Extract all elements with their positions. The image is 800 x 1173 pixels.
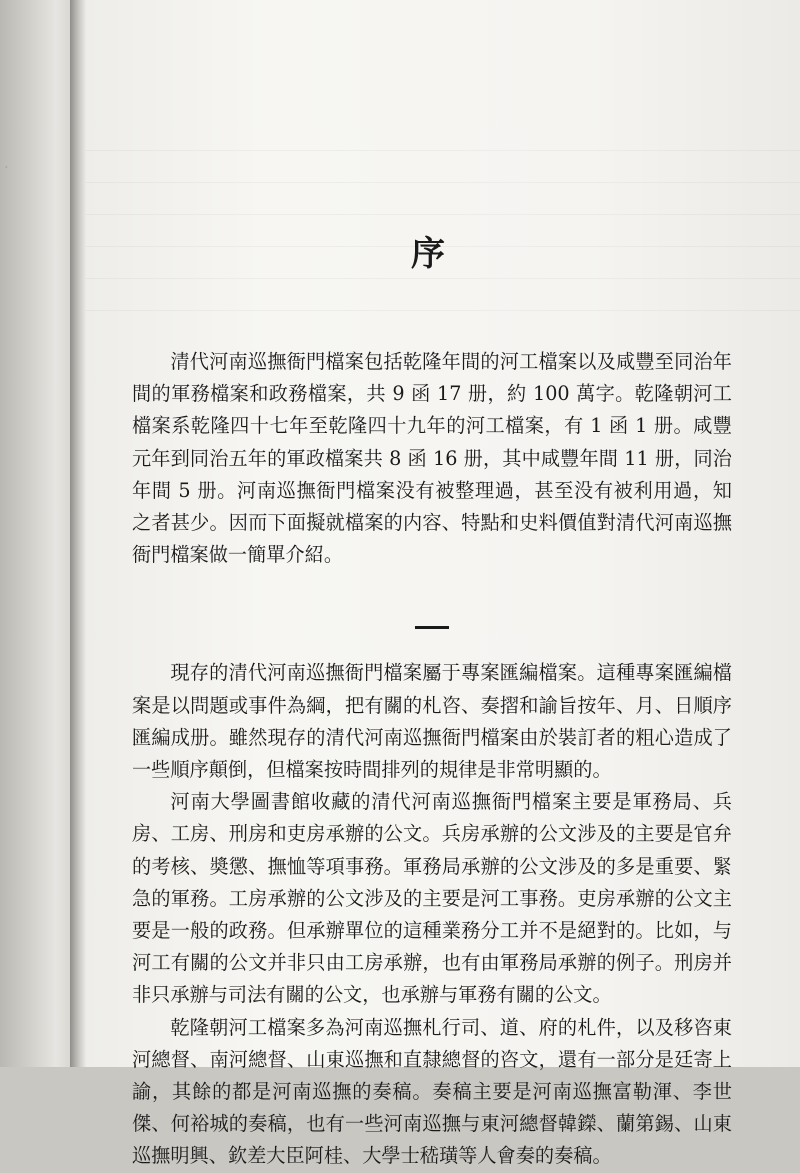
page-title: 序 xyxy=(411,234,445,274)
show-through-line xyxy=(86,310,800,311)
section-marker-glyph xyxy=(415,626,449,629)
book-page xyxy=(86,0,800,1168)
show-through-line xyxy=(86,150,800,151)
page-body xyxy=(132,346,732,1173)
paragraph: 河南大學圖書館收藏的清代河南巡撫衙門檔案主要是軍務局、兵房、工房、刑房和吏房承辦的公文。兵房承辦的公文涉及的主要是官弁的考核、奬懲、撫恤等項事務。軍務局承辦的公文涉及的多是重要、緊急的軍務。工房承辦的公文涉及的主要是河工事務。吏房承辦的公文主要是一般的政務。但承辦單位的這種業務分工并不是絕對的。比如，与河工有關的公文并非只由工房承辦，也有由軍務局承辦的例子。刑房并非只承辦与司法有關的公文，也承辦与軍務有關的公文。 xyxy=(132,790,732,1007)
intro-paragraph: 清代河南巡撫衙門檔案包括乾隆年間的河工檔案以及咸豐至同治年間的軍務檔案和政務檔案，共 9 函 17 册，約 100 萬字。乾隆朝河工檔案系乾隆四十七年至乾隆四十九年的河工檔案，有 1 函 1 册。咸豐元年到同治五年的軍政檔案共 8 函 16 册，其中咸豐年間 11 册，同治年間 5 册。河南巡撫衙門檔案没有被整理過，甚至没有被利用過，知之者甚少。因而下面擬就檔案的内容、特點和史料價值對清代河南巡撫衙門檔案做一簡單介紹。 xyxy=(132,350,732,567)
section-marker xyxy=(132,607,732,645)
show-through-line xyxy=(86,214,800,215)
show-through-line xyxy=(86,278,800,279)
show-through-mark: · xyxy=(4,158,10,176)
previous-page-edge xyxy=(0,0,70,1067)
show-through-line xyxy=(86,182,800,183)
book-gutter xyxy=(70,0,86,1067)
paragraph: 現存的清代河南巡撫衙門檔案屬于專案匯編檔案。這種專案匯編檔案是以問題或事件為綱，把有關的札咨、奏摺和諭旨按年、月、日順序匯編成册。雖然現存的清代河南巡撫衙門檔案由於裝訂者的粗心造成了一些順序顛倒，但檔案按時間排列的規律是非常明顯的。 xyxy=(132,661,732,782)
paragraph: 乾隆朝河工檔案多為河南巡撫札行司、道、府的札件，以及移咨東河總督、南河總督、山東巡撫和直隸總督的咨文，還有一部分是廷寄上諭，其餘的都是河南巡撫的奏稿。奏稿主要是河南巡撫富勒渾、李世傑、何裕城的奏稿，也有一些河南巡撫与東河總督韓鑅、蘭第錫、山東巡撫明興、欽差大臣阿桂、大學士嵇璜等人會奏的奏稿。 xyxy=(132,1015,732,1168)
section-spacer xyxy=(132,571,732,593)
